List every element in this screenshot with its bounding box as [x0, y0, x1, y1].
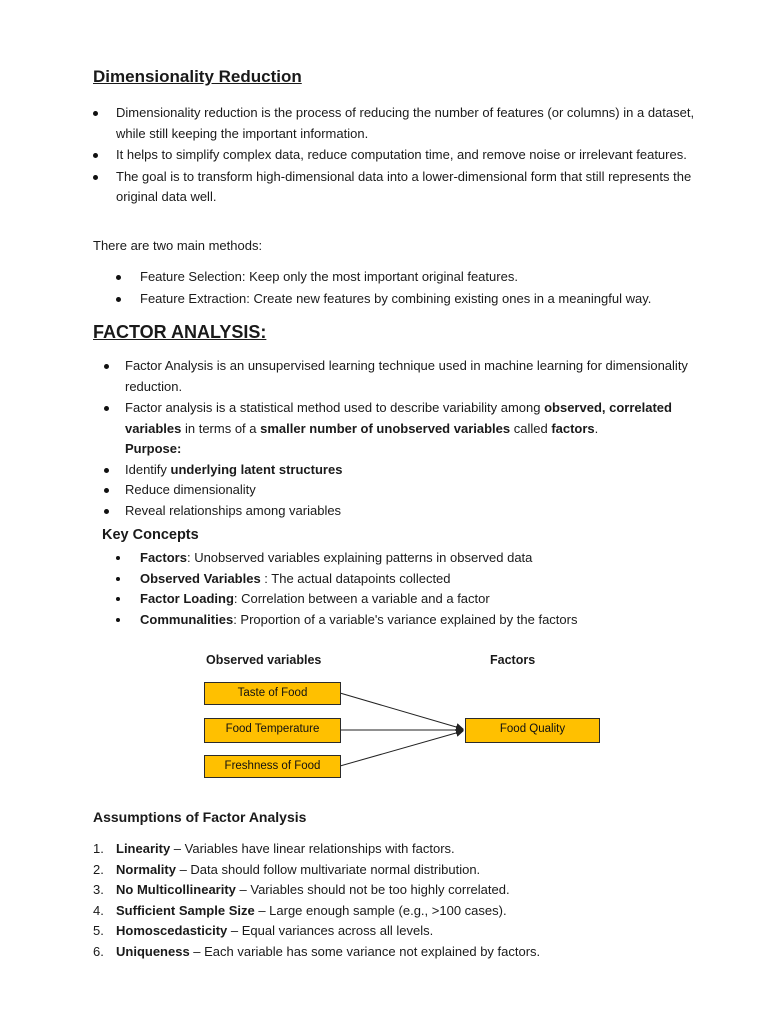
fa-bold-factors: factors — [551, 420, 595, 436]
method-feature-extraction: Feature Extraction: Create new features by combining existing ones in a meaningful way. — [115, 289, 735, 310]
assumption-item — [93, 921, 713, 942]
assumption-term: Homoscedasticity — [116, 923, 228, 938]
assumption-desc: – Variables should not be too highly correlated. — [235, 882, 510, 897]
assumption-number: 1. — [93, 841, 104, 856]
purpose-bold: underlying latent structures — [170, 461, 343, 477]
assumption-desc: – Data should follow multivariate normal distribution. — [175, 861, 481, 877]
method-feature-selection: Feature Selection: Keep only the most important original features. — [115, 267, 735, 288]
page-title: Dimensionality Reduction — [93, 67, 302, 86]
assumption-number: 5. — [93, 923, 104, 938]
assumption-desc: – Equal variances across all levels. — [227, 923, 434, 938]
assumption-term: Sufficient Sample Size — [116, 902, 255, 918]
factor-box-food-quality: Food Quality — [465, 718, 600, 743]
fa-text-4: . — [594, 420, 599, 436]
assumption-item — [93, 860, 713, 881]
factors-label: Factors — [490, 653, 536, 667]
observed-box-temperature: Food Temperature — [204, 718, 341, 743]
assumption-desc: – Large enough sample (e.g., >100 cases). — [254, 902, 507, 918]
observed-variables-label: Observed variables — [206, 653, 322, 667]
list-item: Factor Analysis is an unsupervised learning technique used in machine learning for dimensionality reduction. — [103, 356, 703, 397]
factor-analysis-heading: FACTOR ANALYSIS: — [93, 322, 267, 342]
observed-box-freshness: Freshness of Food — [204, 755, 341, 778]
list-item: Dimensionality reduction is the process of reducing the number of features (or columns) in a dataset, while still keeping the important information. — [93, 103, 713, 144]
assumption-desc: – Variables have linear relationships with factors. — [170, 841, 455, 856]
concept-desc: : Unobserved variables explaining patterns in observed data — [186, 550, 533, 565]
assumption-item — [93, 880, 713, 901]
fa-text-3: called — [510, 420, 552, 436]
fa-bold-unobserved: smaller number of unobserved variables — [260, 420, 511, 436]
fa-text-1: Factor analysis is a statistical method used to describe variability among — [125, 400, 545, 415]
methods-intro: There are two main methods: — [93, 238, 263, 253]
assumption-number: 3. — [93, 882, 104, 897]
concept-term: Communalities — [140, 611, 234, 627]
arrow-taste-to-quality — [340, 693, 463, 729]
key-concepts-heading: Key Concepts — [102, 527, 199, 543]
fa-bold-observed: observed, correlated variables — [125, 400, 672, 436]
observed-box-taste: Taste of Food — [204, 682, 341, 705]
assumption-number: 6. — [93, 943, 104, 959]
assumption-term: No Multicollinearity — [116, 882, 236, 897]
assumptions-list — [93, 839, 713, 962]
assumption-term: Linearity — [116, 841, 171, 856]
concept-desc: : Correlation between a variable and a factor — [233, 591, 490, 606]
assumption-item — [93, 901, 713, 922]
assumptions-heading: Assumptions of Factor Analysis — [93, 809, 307, 825]
concept-term: Factor Loading — [140, 591, 234, 606]
purpose-label: Purpose: — [125, 441, 182, 456]
concept-term: Observed Variables — [140, 570, 261, 586]
list-item: The goal is to transform high-dimensional data into a lower-dimensional form that still represents the original data well. — [93, 167, 713, 208]
fa-text-2: in terms of a — [181, 420, 261, 436]
assumption-term: Normality — [116, 861, 176, 877]
purpose-text: Reduce dimensionality — [125, 482, 256, 497]
assumption-item — [93, 839, 713, 860]
assumption-item — [93, 942, 713, 963]
arrow-freshness-to-quality — [340, 731, 463, 766]
assumption-number: 2. — [93, 861, 104, 877]
concept-desc: : The actual datapoints collected — [260, 570, 451, 586]
purpose-text: Reveal relationships among variables — [125, 502, 342, 518]
assumption-term: Uniqueness — [116, 943, 190, 959]
purpose-text: Identify — [125, 461, 171, 477]
assumption-desc: – Each variable has some variance not explained by factors. — [189, 943, 541, 959]
assumption-number: 4. — [93, 902, 104, 918]
concept-desc: : Proportion of a variable's variance explained by the factors — [233, 611, 578, 627]
list-item: It helps to simplify complex data, reduce computation time, and remove noise or irrelevant features. — [93, 145, 713, 166]
concept-term: Factors — [140, 550, 187, 565]
